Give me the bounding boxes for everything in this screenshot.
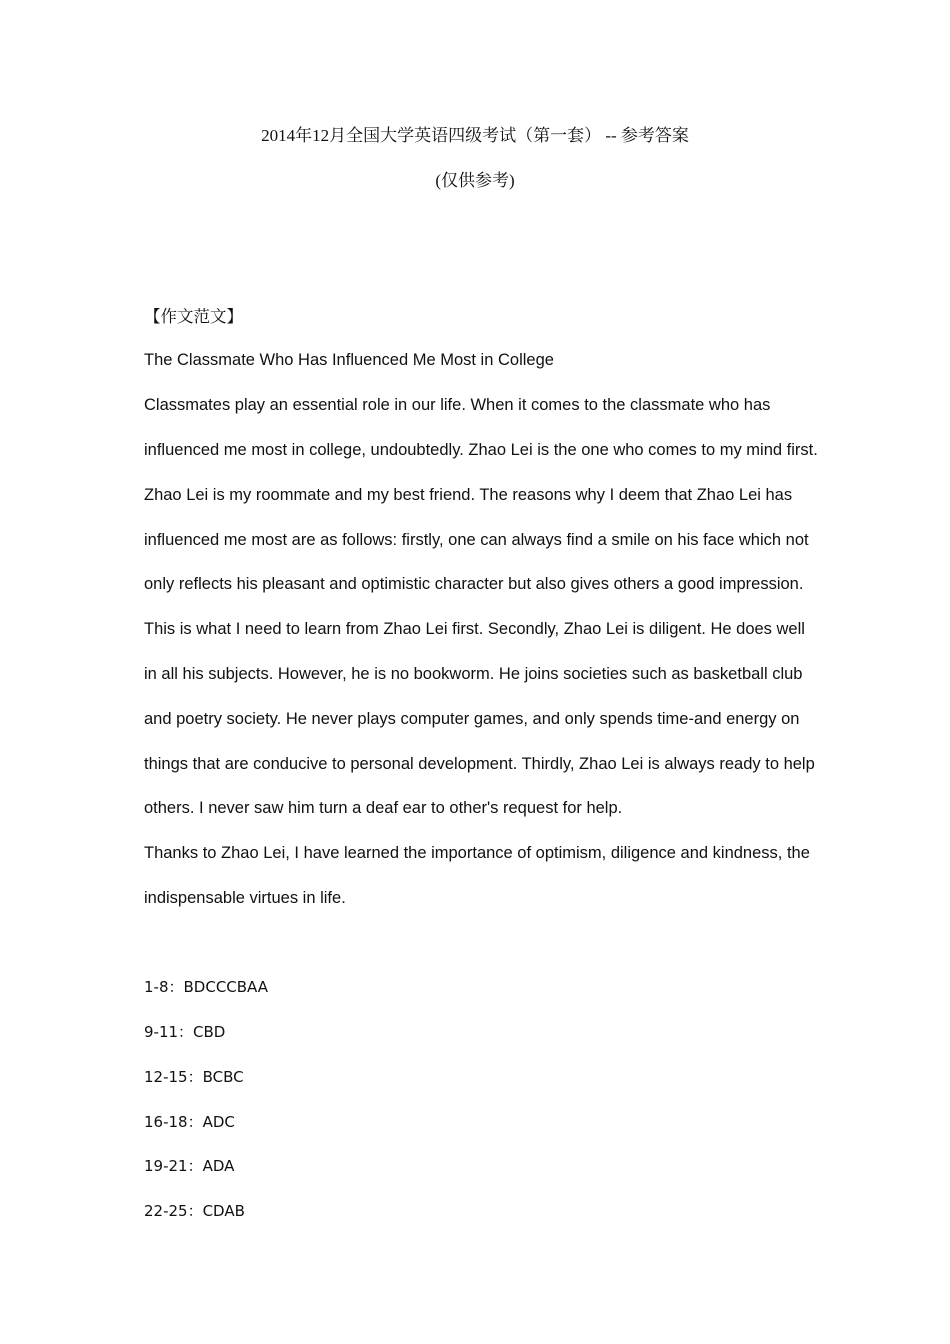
essay-line: indispensable virtues in life. [144,889,346,907]
document-title: 2014年12月全国大学英语四级考试（第一套） -- 参考答案 [261,126,689,145]
essay-line: Zhao Lei is my roommate and my best friend. The reasons why I deem that Zhao Lei has [144,486,793,504]
essay-section-label: 【作文范文】 [144,307,243,326]
essay-line: in all his subjects. However, he is no bookworm. He joins societies such as basketball club [144,665,803,683]
answer-line: 22-25：CDAB [144,1202,245,1220]
essay-heading: The Classmate Who Has Influenced Me Most in College [144,351,554,369]
answer-line: 1-8：BDCCCBAA [144,978,268,996]
essay-line: others. I never saw him turn a deaf ear to other's request for help. [144,799,623,817]
answer-line: 12-15：BCBC [144,1068,244,1086]
essay-line: Classmates play an essential role in our life. When it comes to the classmate who has [144,396,771,414]
answer-line: 9-11：CBD [144,1023,226,1041]
answer-line: 19-21：ADA [144,1157,235,1175]
essay-line: influenced me most in college, undoubtedly. Zhao Lei is the one who comes to my mind first. [144,441,818,459]
essay-line: only reflects his pleasant and optimistic character but also gives others a good impression. [144,575,804,593]
essay-line: things that are conducive to personal development. Thirdly, Zhao Lei is always ready to help [144,755,815,773]
essay-line: influenced me most are as follows: firstly, one can always find a smile on his face which not [144,531,809,549]
answer-line: 16-18：ADC [144,1113,235,1131]
essay-line: Thanks to Zhao Lei, I have learned the importance of optimism, diligence and kindness, the [144,844,810,862]
essay-line: This is what I need to learn from Zhao Lei first. Secondly, Zhao Lei is diligent. He does well [144,620,805,638]
document-subtitle: (仅供参考) [435,171,515,190]
essay-line: and poetry society. He never plays computer games, and only spends time-and energy on [144,710,800,728]
